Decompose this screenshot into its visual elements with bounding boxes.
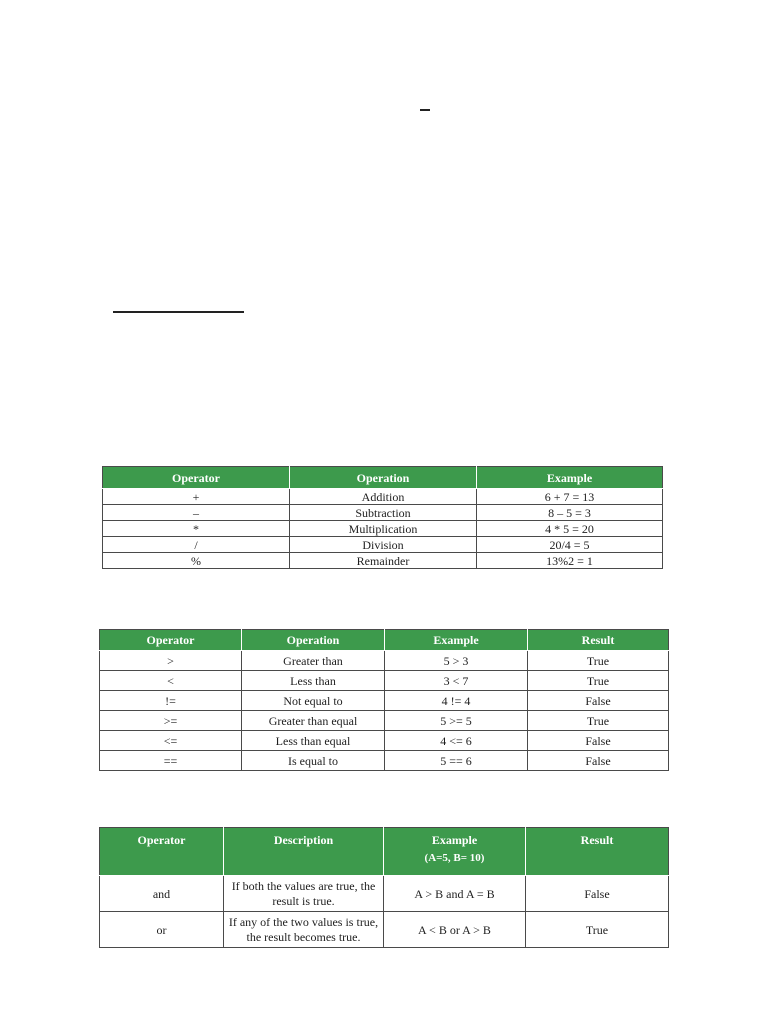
header-cell: Result <box>526 828 669 876</box>
table-row <box>103 489 663 505</box>
example-header-label: Example <box>431 833 478 847</box>
table-row <box>100 711 669 731</box>
example-cell: 4 * 5 = 20 <box>477 521 663 537</box>
operation-cell: Multiplication <box>290 521 477 537</box>
table-row <box>100 651 669 671</box>
relational-operators-table <box>99 629 669 771</box>
header-cell: Result <box>528 630 669 651</box>
operator-cell: or <box>100 912 224 948</box>
result-cell: True <box>526 912 669 948</box>
description-cell: If any of the two values is true, the result becomes true. <box>224 912 384 948</box>
example-cell: 6 + 7 = 13 <box>477 489 663 505</box>
result-cell: False <box>528 731 669 751</box>
table-header-row <box>100 828 669 876</box>
result-cell: False <box>528 751 669 771</box>
operation-cell: Remainder <box>290 553 477 569</box>
operation-cell: Less than equal <box>242 731 385 751</box>
table-header-row <box>103 467 663 489</box>
table-row <box>103 521 663 537</box>
header-cell: Operation <box>290 467 477 489</box>
header-cell: Example <box>385 630 528 651</box>
result-cell: False <box>526 876 669 912</box>
header-cell: Example <box>477 467 663 489</box>
operator-cell: > <box>100 651 242 671</box>
example-cell: 5 == 6 <box>385 751 528 771</box>
operator-cell: != <box>100 691 242 711</box>
dash-mark <box>420 109 430 111</box>
example-cell: 8 – 5 = 3 <box>477 505 663 521</box>
example-cell: 13%2 = 1 <box>477 553 663 569</box>
example-cell: 4 != 4 <box>385 691 528 711</box>
table-row <box>103 505 663 521</box>
operator-cell: and <box>100 876 224 912</box>
example-cell: 5 >= 5 <box>385 711 528 731</box>
header-cell: Operator <box>100 828 224 876</box>
table-header-row <box>100 630 669 651</box>
operator-cell: + <box>103 489 290 505</box>
logical-operators-table <box>99 827 669 948</box>
operator-cell: == <box>100 751 242 771</box>
table-row <box>103 553 663 569</box>
operation-cell: Greater than equal <box>242 711 385 731</box>
example-cell: 3 < 7 <box>385 671 528 691</box>
operator-cell: < <box>100 671 242 691</box>
header-cell: Description <box>224 828 384 876</box>
operator-cell: <= <box>100 731 242 751</box>
result-cell: True <box>528 651 669 671</box>
example-cell: 20/4 = 5 <box>477 537 663 553</box>
operator-cell: >= <box>100 711 242 731</box>
header-cell: Operator <box>100 630 242 651</box>
result-cell: True <box>528 671 669 691</box>
operator-cell: % <box>103 553 290 569</box>
result-cell: False <box>528 691 669 711</box>
operation-cell: Greater than <box>242 651 385 671</box>
example-cell: 5 > 3 <box>385 651 528 671</box>
operation-cell: Subtraction <box>290 505 477 521</box>
table-row <box>100 912 669 948</box>
table-row <box>103 537 663 553</box>
operation-cell: Is equal to <box>242 751 385 771</box>
description-cell: If both the values are true, the result is true. <box>224 876 384 912</box>
table-row <box>100 691 669 711</box>
operator-cell: / <box>103 537 290 553</box>
table-row <box>100 751 669 771</box>
operator-cell: – <box>103 505 290 521</box>
example-cell: 4 <= 6 <box>385 731 528 751</box>
example-header-subtitle: (A=5, B= 10) <box>424 852 485 864</box>
example-cell: A > B and A = B <box>384 876 526 912</box>
operator-cell: * <box>103 521 290 537</box>
result-cell: True <box>528 711 669 731</box>
header-cell-example <box>384 828 526 876</box>
operation-cell: Addition <box>290 489 477 505</box>
table-row <box>100 731 669 751</box>
table-row <box>100 876 669 912</box>
operation-cell: Division <box>290 537 477 553</box>
heading-underline <box>113 311 244 313</box>
table-row <box>100 671 669 691</box>
header-cell: Operation <box>242 630 385 651</box>
arithmetic-operators-table <box>102 466 663 569</box>
operation-cell: Less than <box>242 671 385 691</box>
header-cell: Operator <box>103 467 290 489</box>
example-cell: A < B or A > B <box>384 912 526 948</box>
operation-cell: Not equal to <box>242 691 385 711</box>
